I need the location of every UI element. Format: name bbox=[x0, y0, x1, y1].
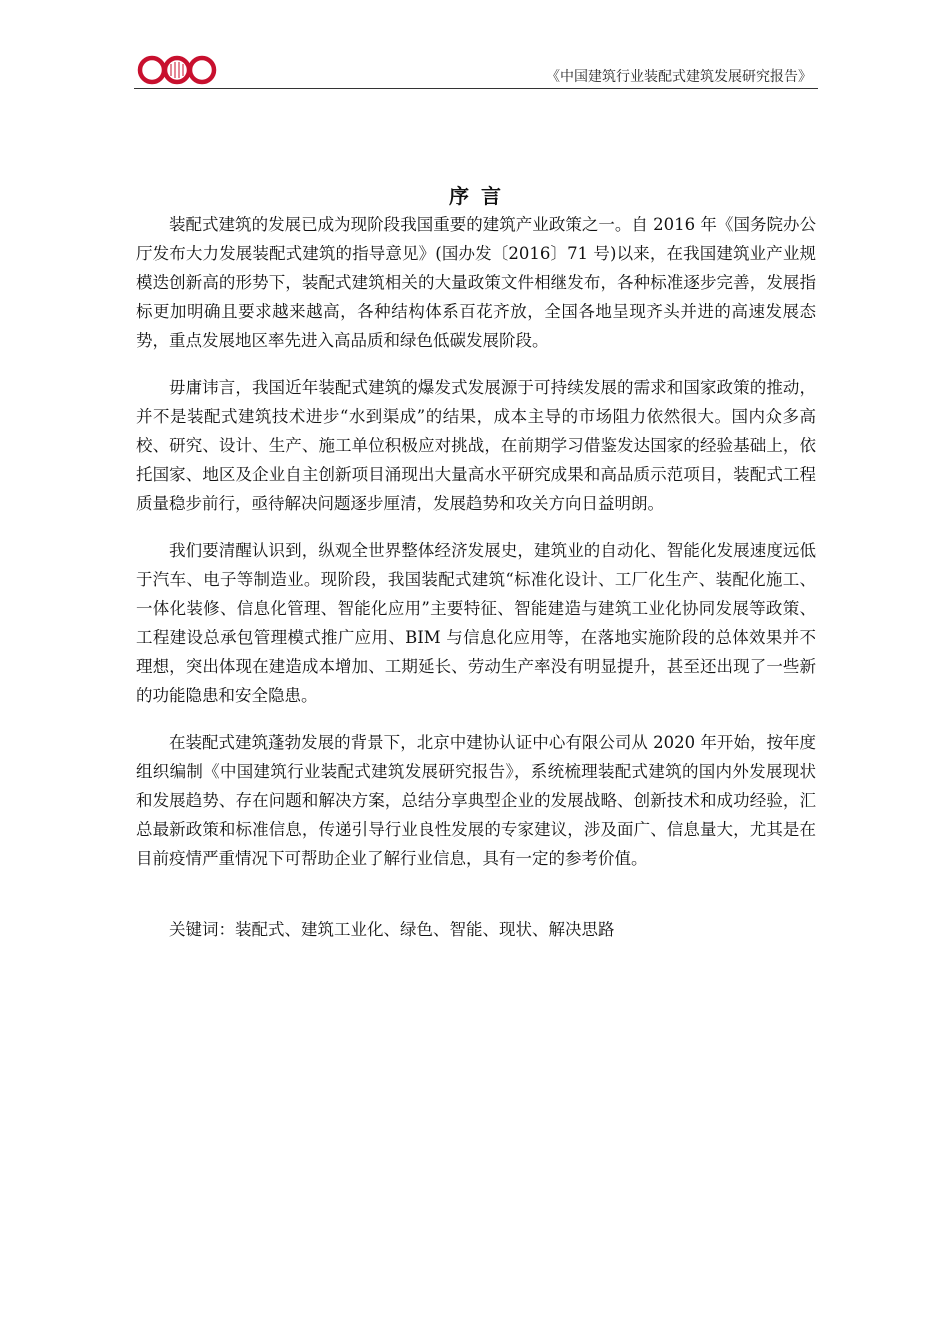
paragraph-1: 装配式建筑的发展已成为现阶段我国重要的建筑产业政策之一。自 2016 年《国务院办公厅发布大力发展装配式建筑的指导意见》(国办发〔2016〕71 号)以来，在我国建筑业产业规模迭创新高的形势下，装配式建筑相关的大量政策文件相继发布，各种标准逐步完善，发展指标更加明确且要求越来越高，各种结构体系百花齐放，全国各地呈现齐头并进的高速发展态势，重点发展地区率先进入高品质和绿色低碳发展阶段。 bbox=[136, 215, 816, 350]
paragraph-2: 毋庸讳言，我国近年装配式建筑的爆发式发展源于可持续发展的需求和国家政策的推动，并不是装配式建筑技术进步“水到渠成”的结果，成本主导的市场阻力依然很大。国内众多高校、研究、设计、生产、施工单位积极应对挑战，在前期学习借鉴发达国家的经验基础上，依托国家、地区及企业自主创新项目涌现出大量高水平研究成果和高品质示范项目，装配式工程质量稳步前行，亟待解决问题逐步厘清，发展趋势和攻关方向日益明朗。 bbox=[136, 378, 816, 513]
preface-title: 序言 bbox=[449, 184, 513, 208]
company-logo bbox=[136, 54, 218, 86]
logo-ring-middle bbox=[165, 58, 189, 82]
header-report-title: 《中国建筑行业装配式建筑发展研究报告》 bbox=[546, 69, 812, 85]
paragraph-3: 我们要清醒认识到，纵观全世界整体经济发展史，建筑业的自动化、智能化发展速度远低于汽车、电子等制造业。现阶段，我国装配式建筑“标准化设计、工厂化生产、装配化施工、一体化装修、信息化管理、智能化应用”主要特征、智能建造与建筑工业化协同发展等政策、工程建设总承包管理模式推广应用、BIM 与信息化应用等，在落地实施阶段的总体效果并不理想，突出体现在建造成本增加、工期延长、劳动生产率没有明显提升，甚至还出现了一些新的功能隐患和安全隐患。 bbox=[136, 541, 816, 705]
logo-ring-left bbox=[140, 58, 164, 82]
logo-ring-right bbox=[190, 58, 214, 82]
logo-center-grid bbox=[171, 62, 183, 78]
paragraph-4: 在装配式建筑蓬勃发展的背景下，北京中建协认证中心有限公司从 2020 年开始，按年度组织编制《中国建筑行业装配式建筑发展研究报告》，系统梳理装配式建筑的国内外发展现状和发展趋势、存在问题和解决方案，总结分享典型企业的发展战略、创新技术和成功经验，汇总最新政策和标准信息，传递引导行业良性发展的专家建议，涉及面广、信息量大，尤其是在目前疫情严重情况下可帮助企业了解行业信息，具有一定的参考价值。 bbox=[136, 733, 816, 868]
preface-body bbox=[136, 210, 816, 944]
keywords-line: 关键词：装配式、建筑工业化、绿色、智能、现状、解决思路 bbox=[169, 920, 615, 939]
header-divider bbox=[134, 88, 818, 89]
